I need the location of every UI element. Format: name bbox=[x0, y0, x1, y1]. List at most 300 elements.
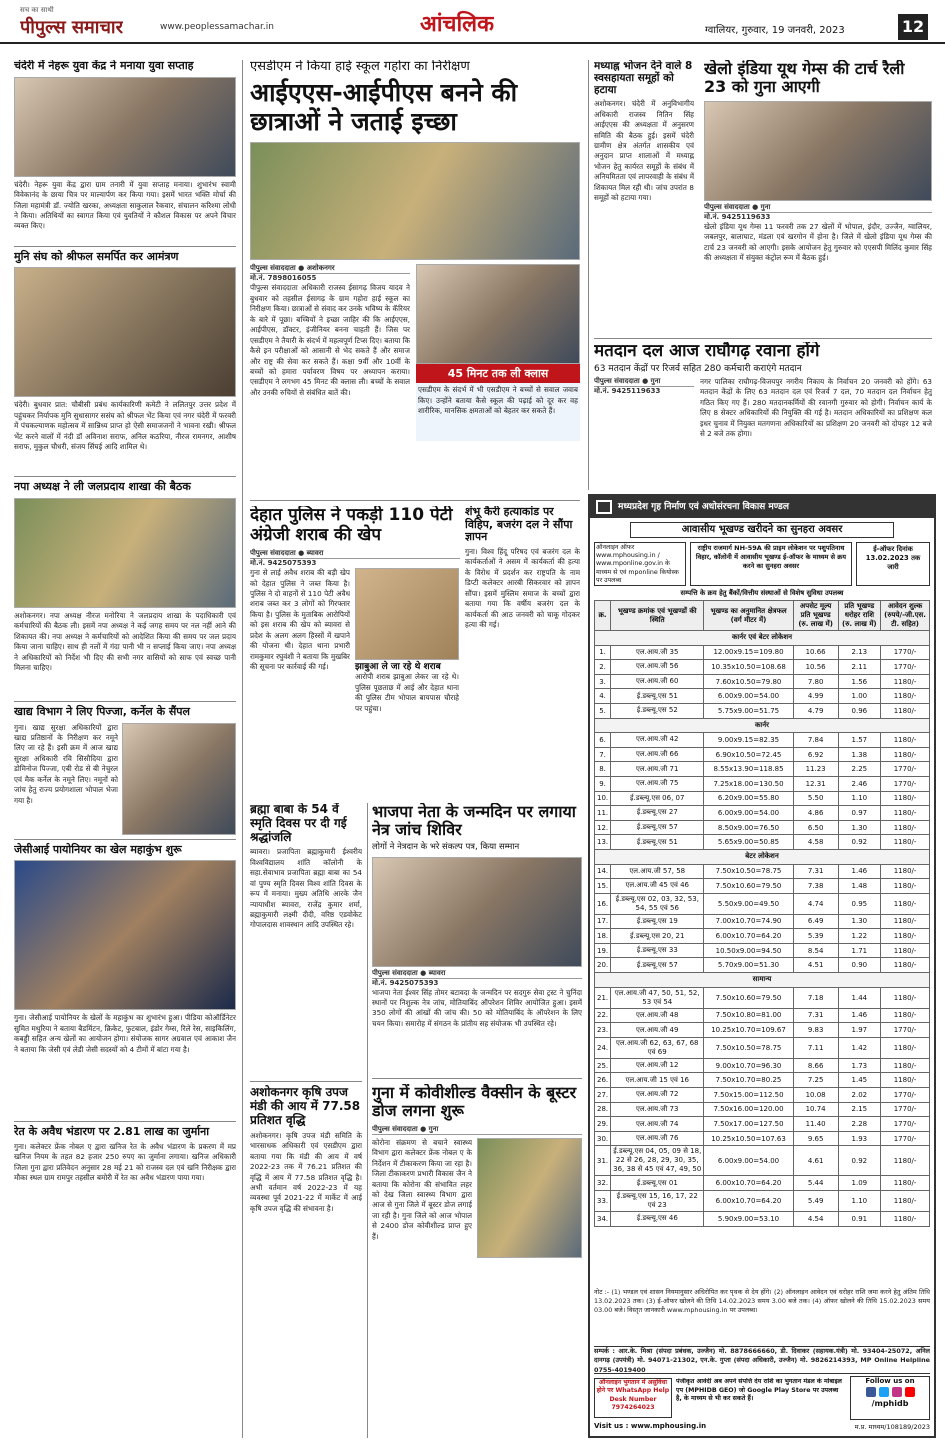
plot-row bbox=[595, 820, 930, 835]
body-ret: गुना। कलेक्टर फ्रेंक नोबल ए द्वारा खनिज रेत के अवैध भंडारण के प्रकरण में मप्र खनिज नियम के तहत 82 हजार 250 रुपए का जुर्माना लगाया। खनिज अधिकारी जिला गुना द्वारा प्रतिवेदन अनुसार 28 मई 21 को राजस्व दल एवं खनि निरीक्षक द्वारा मौका स्थल ग्राम रामपुर तहसील बमोरी में रेत का अवैध भंडारण पाया गया। bbox=[14, 1141, 236, 1183]
plot-cell: 1770/- bbox=[881, 1131, 930, 1146]
ad-headline: आवासीय भूखण्ड खरीदने का सुनहरा अवसर bbox=[630, 522, 894, 538]
plot-row bbox=[595, 987, 930, 1008]
plot-cell: 33. bbox=[595, 1191, 611, 1212]
plot-cell: 6.00x10.70=64.20 bbox=[704, 1176, 793, 1191]
plot-group-row bbox=[595, 849, 930, 864]
plot-row bbox=[595, 1191, 930, 1212]
plot-row bbox=[595, 943, 930, 958]
plot-cell: 4.86 bbox=[793, 806, 838, 821]
photo-bhajpa bbox=[372, 857, 582, 967]
plot-cell: 5. bbox=[595, 703, 611, 718]
plot-cell: 8.55x13.90=118.85 bbox=[704, 762, 793, 777]
plot-cell: 5.50 bbox=[793, 791, 838, 806]
plot-cell: एल.आय.जी 60 bbox=[611, 674, 704, 689]
headline-covid: गुना में कोवीशील्ड वैक्सीन के बूस्टर डोज लगना शुरू bbox=[372, 1084, 577, 1121]
ad-app: पंजीकृत आवेदी अब अपने संपत्ति देय राशि का भुगतान मंडल के मोबाइल एप (MPHIDB GEO) जो Google Play Store पर उपलब्ध है, के माध्यम से भी कर सकते हैं। bbox=[676, 1378, 842, 1402]
housing-board-ad bbox=[588, 494, 936, 1438]
plot-cell: 1770/- bbox=[881, 645, 930, 660]
plot-cell: 5.44 bbox=[793, 1176, 838, 1191]
photo-nehru bbox=[14, 77, 236, 177]
plot-cell: 29. bbox=[595, 1117, 611, 1132]
divider bbox=[372, 1078, 582, 1079]
plot-cell: ई.डब्ल्यू.एस 52 bbox=[611, 703, 704, 718]
plot-cell: एल.आय.जी 57, 58 bbox=[611, 864, 704, 879]
plot-cell: 1.97 bbox=[838, 1023, 881, 1038]
plot-row bbox=[595, 762, 930, 777]
plot-cell: 1.42 bbox=[838, 1037, 881, 1058]
plot-cell: 7.50x10.60=79.50 bbox=[704, 879, 793, 894]
plot-cell: 1770/- bbox=[881, 762, 930, 777]
headline-police: देहात पुलिस ने पकड़ी 110 पेटी अंग्रेजी शराब की खेप bbox=[250, 506, 453, 545]
plot-cell: ई.डब्ल्यू.एस 01 bbox=[611, 1176, 704, 1191]
plot-cell: 12.00x9.15=109.80 bbox=[704, 645, 793, 660]
plot-cell: 0.90 bbox=[838, 958, 881, 973]
plot-col-header: अपसेट मूल्य प्रति भूखण्ड (रु. लाख में) bbox=[793, 601, 838, 631]
ad-social bbox=[850, 1376, 930, 1420]
plot-cell: 14. bbox=[595, 864, 611, 879]
box-sdm-title: 45 मिनट तक ली क्लास bbox=[416, 364, 580, 383]
plot-cell: 1180/- bbox=[881, 806, 930, 821]
plot-cell: 21. bbox=[595, 987, 611, 1008]
plot-cell: 6.00x9.00=54.00 bbox=[704, 1146, 793, 1176]
plot-cell: 1.73 bbox=[838, 1058, 881, 1073]
website-url[interactable]: www.peoplessamachar.in bbox=[160, 22, 274, 32]
plot-cell: 1770/- bbox=[881, 1088, 930, 1103]
plot-cell: 16. bbox=[595, 893, 611, 914]
plot-cell: ई.डब्ल्यू.एस 06, 07 bbox=[611, 791, 704, 806]
plot-cell: एल.आय.जी 75 bbox=[611, 776, 704, 791]
photo-sdm-class bbox=[416, 264, 580, 364]
plot-cell: 1.00 bbox=[838, 689, 881, 704]
plot-cell: 7.18 bbox=[793, 987, 838, 1008]
plot-cell: 7.50x10.80=81.00 bbox=[704, 1008, 793, 1023]
plot-cell: 1180/- bbox=[881, 703, 930, 718]
plot-group-row bbox=[595, 718, 930, 733]
plot-row bbox=[595, 674, 930, 689]
plot-cell: 1770/- bbox=[881, 660, 930, 675]
plot-cell: 1180/- bbox=[881, 914, 930, 929]
plot-cell: 1180/- bbox=[881, 1058, 930, 1073]
plot-cell: 9. bbox=[595, 776, 611, 791]
plot-cell: 6.00x9.00=54.00 bbox=[704, 689, 793, 704]
plot-cell: 10. bbox=[595, 791, 611, 806]
body-brahma: ब्यावरा। प्रजापिता ब्रह्माकुमारी ईश्वरीय विश्वविद्यालय शांति कॉलोनी के सहा.सेवाभाव प्रजापिता ब्रह्मा बाबा का 54 वां पुण्य स्मृति दिवस विश्व शांति दिवस के रूप में मनाया। मुख्य अतिथि आरके जैन न्यायाधीश ब्यावरा, राजेंद्र कुमार शर्मा, ब्रह्माकुमारी लक्ष्मी दीदी, वरिष्ठ एडवोकेट गोपालदास शावस्थान आदि उपस्थित रहे। bbox=[250, 847, 362, 930]
plot-cell: 2.11 bbox=[838, 660, 881, 675]
plot-cell: 1180/- bbox=[881, 929, 930, 944]
plot-cell: एल.आय.जी 35 bbox=[611, 645, 704, 660]
plot-cell: 6.50 bbox=[793, 820, 838, 835]
ad-location: राष्ट्रीय राजमार्ग NH-59A की प्राइम लोकेशन पर पशुपतिनाथ विहार, कॉलोनी में आवासीय भूखण्ड ई-ऑफर के माध्यम से क्रय करने का सुनहरा अवसर bbox=[690, 542, 852, 586]
plot-row bbox=[595, 1037, 930, 1058]
plot-row bbox=[595, 776, 930, 791]
plot-cell: 10.25x10.50=107.63 bbox=[704, 1131, 793, 1146]
plot-row bbox=[595, 893, 930, 914]
phone-bhajpa: मो.नं. 9425075393 bbox=[372, 978, 439, 987]
body-khadya: गुना। खाद्य सुरक्षा अधिकारियों द्वारा खाद्य प्रतिष्ठानों के निरीक्षण कर नमूने लिए जा रहे हैं। इसी क्रम में आज खाद्य सुरक्षा अधिकारी रवि सिसौदिया द्वारा डोमिनोज पिज्जा, एबी रोड से बी नेचुरल एवं मैक कर्नेल के नमूने लिए। नमूनों को जांच हेतु राज्य प्रयोगशाला भोपाल भेजा गया है। bbox=[14, 722, 118, 805]
caption-police: झाबुआ ले जा रहे थे शराब bbox=[355, 662, 441, 673]
plot-cell: एल.आय.जी 66 bbox=[611, 747, 704, 762]
plot-cell: 7.50x10.50=78.75 bbox=[704, 864, 793, 879]
plot-cell: 22. bbox=[595, 1008, 611, 1023]
plot-cell: 7.25 bbox=[793, 1073, 838, 1088]
plot-cell: 5.65x9.00=50.85 bbox=[704, 835, 793, 850]
plot-cell: 4.74 bbox=[793, 893, 838, 914]
plot-cell: 7.50x10.70=80.25 bbox=[704, 1073, 793, 1088]
housing-logo-icon bbox=[596, 500, 612, 514]
headline-muni: मुनि संघ को श्रीफल समर्पित कर आमंत्रण bbox=[14, 246, 236, 264]
twitter-icon[interactable] bbox=[879, 1387, 889, 1397]
dateline: ग्वालियर, गुरुवार, 19 जनवरी, 2023 bbox=[705, 25, 845, 36]
plot-cell: 10.66 bbox=[793, 645, 838, 660]
plot-cell: 10.35x10.50=108.68 bbox=[704, 660, 793, 675]
plot-cell: 4.51 bbox=[793, 958, 838, 973]
plot-cell: 1180/- bbox=[881, 733, 930, 748]
plot-cell: 1770/- bbox=[881, 776, 930, 791]
plot-cell: 5.75x9.00=51.75 bbox=[704, 703, 793, 718]
plot-row bbox=[595, 1176, 930, 1191]
plot-cell: 0.92 bbox=[838, 1146, 881, 1176]
plot-row bbox=[595, 747, 930, 762]
bhajpa-story bbox=[372, 803, 582, 1073]
plot-cell: 1770/- bbox=[881, 1023, 930, 1038]
plot-row bbox=[595, 958, 930, 973]
body-nehru: चंदेरी। नेहरू युवा केंद्र द्वारा ग्राम तनारी में युवा सप्ताह मनाया। शुभारंभ स्वामी विवेकानंद के छाया चित्र पर माल्यार्पण कर किया गया। इसमें भारत भक्ति मोर्चा की जिला महामंत्री डॉ. ज्योति खरका, अध्यक्षता साकुलाल रैकवार, संचालन करिश्मा लोधी ने किया। अतिथियों का स्वागत किया एवं युवतियों ने कौशल विकास पर अपने विचार व्यक्त किए। bbox=[14, 179, 236, 231]
police-story bbox=[250, 506, 460, 806]
plot-cell: 4.61 bbox=[793, 1146, 838, 1176]
plot-cell: 30. bbox=[595, 1131, 611, 1146]
plot-cell: 2.25 bbox=[838, 762, 881, 777]
plot-row bbox=[595, 1212, 930, 1227]
photo-khelo bbox=[704, 101, 932, 201]
ad-code: म.प्र. माध्यम/108189/2023 bbox=[854, 1423, 930, 1431]
plot-cell: 1180/- bbox=[881, 1008, 930, 1023]
khelo-story bbox=[704, 60, 932, 340]
plot-row bbox=[595, 864, 930, 879]
plot-cell: 6.49 bbox=[793, 914, 838, 929]
photo-muni bbox=[14, 267, 236, 397]
plot-cell: 0.95 bbox=[838, 893, 881, 914]
plot-cell: ई.डब्ल्यू.एस 20, 21 bbox=[611, 929, 704, 944]
plot-cell: 6.92 bbox=[793, 747, 838, 762]
plot-cell: 1180/- bbox=[881, 1176, 930, 1191]
facebook-icon[interactable] bbox=[866, 1387, 876, 1397]
plot-cell: 1180/- bbox=[881, 943, 930, 958]
plot-cell: 1.10 bbox=[838, 791, 881, 806]
plot-cell: ई.डब्ल्यू.एस 27 bbox=[611, 806, 704, 821]
plot-cell: 6.20x9.00=55.80 bbox=[704, 791, 793, 806]
plot-cell: 1770/- bbox=[881, 1102, 930, 1117]
plot-cell: 1180/- bbox=[881, 1037, 930, 1058]
body-madhyan: अशोकनगर। चंदेरी में अनुविभागीय अधिकारी राजस्व नितिन सिंह आईएएस की अध्यक्षता में अनुसरण समिति की बैठक हुई। इसमें चंदेरी ग्रामीण क्षेत्र अंतर्गत शासकीय एवं अनुदान प्राप्त शालाओं में मध्याह्न भोजन हेतु कार्यरत समूहों के संबंध में अनियमितता एवं लापरवाही के संबंध में शिकायत मिल रही थी। जांच उपरांत 8 समूहों को हटाया गया। bbox=[594, 99, 694, 203]
plot-cell: एल.आय.जी 72 bbox=[611, 1088, 704, 1103]
plot-cell: ई.डब्ल्यू.एस 15, 16, 17, 22 एवं 23 bbox=[611, 1191, 704, 1212]
plot-cell: एल.आय.जी 73 bbox=[611, 1102, 704, 1117]
plot-cell: 7. bbox=[595, 747, 611, 762]
photo-jci bbox=[14, 860, 236, 1010]
plot-cell: 17. bbox=[595, 914, 611, 929]
plot-row bbox=[595, 929, 930, 944]
plot-cell: 26. bbox=[595, 1073, 611, 1088]
plot-cell: 1.38 bbox=[838, 747, 881, 762]
plot-cell: 1.46 bbox=[838, 1008, 881, 1023]
plot-col-header: भूखण्ड का अनुमानित क्षेत्रफल (वर्ग मीटर में) bbox=[704, 601, 793, 631]
plot-cell: 31. bbox=[595, 1146, 611, 1176]
newspaper-logo: सच का साथी पीपुल्स समाचार bbox=[20, 6, 123, 38]
plot-cell: एल.आय.जी 56 bbox=[611, 660, 704, 675]
plot-cell: 11. bbox=[595, 806, 611, 821]
plot-cell: 9.83 bbox=[793, 1023, 838, 1038]
masthead bbox=[0, 0, 945, 44]
photo-police bbox=[355, 568, 459, 660]
plot-group-row bbox=[595, 631, 930, 646]
plot-cell: एल.आय.जी 47, 50, 51, 52, 53 एवं 54 bbox=[611, 987, 704, 1008]
plot-cell: ई.डब्ल्यू.एस 02, 03, 32, 53, 54, 55 एवं 56 bbox=[611, 893, 704, 914]
plot-cell: 4.58 bbox=[793, 835, 838, 850]
plot-row bbox=[595, 791, 930, 806]
instagram-icon[interactable] bbox=[892, 1387, 902, 1397]
headline-shambhu: शंभू कैरी हत्याकांड पर विहिप, बजरंग दल ने सौंपा ज्ञापन bbox=[465, 506, 573, 544]
plot-col-header: क्र. bbox=[595, 601, 611, 631]
sdm-story bbox=[250, 60, 580, 500]
plot-cell: ई.डब्ल्यू.एस 57 bbox=[611, 958, 704, 973]
plot-cell: 1180/- bbox=[881, 1212, 930, 1227]
plot-cell: 5.39 bbox=[793, 929, 838, 944]
follow-label: Follow us on bbox=[865, 1377, 915, 1385]
plot-cell: एल.आय.जी 42 bbox=[611, 733, 704, 748]
plot-cell: ई.डब्ल्यू.एस 04, 05, 09 से 18, 22 से 26, 28, 29, 30, 35, 36, 38 से 45 एवं 47, 49, 50 bbox=[611, 1146, 704, 1176]
ad-visit[interactable]: Visit us : www.mphousing.in bbox=[594, 1422, 707, 1430]
divider bbox=[250, 500, 580, 501]
plot-group-label: सामान्य bbox=[595, 973, 930, 988]
plot-row bbox=[595, 1146, 930, 1176]
plot-cell: 4.54 bbox=[793, 1212, 838, 1227]
headline-ret: रेत के अवैध भंडारण पर 2.81 लाख का जुर्माना bbox=[14, 1121, 236, 1139]
plot-cell: 0.96 bbox=[838, 703, 881, 718]
headline-sdm: आईएएस-आईपीएस बनने की छात्राओं ने जताई इच्छा bbox=[250, 77, 518, 136]
social-handle: /mphidb bbox=[871, 1399, 909, 1408]
plot-cell: 10.56 bbox=[793, 660, 838, 675]
plot-cell: 7.31 bbox=[793, 864, 838, 879]
photo-sdm bbox=[250, 142, 580, 260]
plot-cell: 4.79 bbox=[793, 703, 838, 718]
plot-cell: ई.डब्ल्यू.एस 57 bbox=[611, 820, 704, 835]
body-police: गुना से लाई अवैध शराब की बड़ी खेप को देहात पुलिस ने जब्त किया है। पुलिस ने दो वाहनों से 110 पेटी अवैध शराब जब्त कर 3 लोगों को गिरफ्तार किया है। पुलिस के मुताबिक आरोपियों को इस शराब की खेप को ब्यावरा से प्रदेश के अलग अलग हिस्सों में खपाने की योजना थी। देहात थाना प्रभारी रामकुमार रघुवंशी ने बताया कि मुखबिर की सूचना पर कार्रवाई की गई। bbox=[250, 568, 350, 672]
plot-cell: 2.15 bbox=[838, 1102, 881, 1117]
plot-cell: 1180/- bbox=[881, 1073, 930, 1088]
ad-online: ऑनलाइन ऑफर www.mphousing.in / www.mponline.gov.in के माध्यम से एवं mponline कियोस्क पर उपलब्ध bbox=[594, 542, 686, 586]
headline-jci: जेसीआई पायोनियर का खेल महाकुंभ शुरू bbox=[14, 839, 236, 857]
body-napa: अशोकनगर। नपा अध्यक्ष नीरज मनोरिया ने जलप्रदाय शाखा के पदाधिकारी एवं कर्मचारियों की बैठक ली। इसमें नपा अध्यक्ष ने कई जगह समय पर नल नहीं आने की शिकायत की। नपा अध्यक्ष ने कर्मचारियों को आदेशित किया की समय पर जल प्रदाय किया जाना चाहिए। साथ ही नलों में गंदा पानी भी न सप्लाई किया जाए। नपा अध्यक्ष ने अधिकारियों को निर्देश भी दिए की सभी नगर वासियों को साफ एवं स्वच्छ पानी मिलना चाहिए। bbox=[14, 610, 236, 673]
plot-cell: एल.आय.जी 49 bbox=[611, 1023, 704, 1038]
plot-cell: एल.आय.जी 71 bbox=[611, 762, 704, 777]
plot-cell: 1.22 bbox=[838, 929, 881, 944]
headline-khelo: खेलो इंडिया यूथ गेम्स की टार्च रैली 23 को गुना आएगी bbox=[704, 60, 905, 97]
plot-cell: ई.डब्ल्यू.एस 51 bbox=[611, 689, 704, 704]
plot-row bbox=[595, 703, 930, 718]
plot-row bbox=[595, 1102, 930, 1117]
body-matdan: नगर पालिका राघौगढ़-विजयपुर नगरीय निकाय के निर्वाचन 20 जनवरी को होंगे। 63 मतदान केंद्रों के लिए 63 मतदान दल एवं रिजर्व 7 दल, 70 मतदान दल निर्वाचन हेतु गठित किए गए हैं। 280 मतदानकर्मियों की रवानगी गुरुवार को होगी। निर्वाचन कार्य के लिए 8 सेक्टर अधिकारियों की नियुक्ति की गई है। मतदान अधिकारियों का प्रशिक्षण कल इधर चुनाव में नियुक्त मतगणना अधिकारियों का प्रशिक्षण 20 जनवरी को दोपहर 12 बजे से 2 बजे तक होगा। bbox=[700, 376, 932, 439]
plot-cell: 1180/- bbox=[881, 879, 930, 894]
plot-cell: 2.28 bbox=[838, 1117, 881, 1132]
plot-cell: 7.60x10.50=79.80 bbox=[704, 674, 793, 689]
section-title: आंचलिक bbox=[420, 12, 494, 37]
plot-row bbox=[595, 660, 930, 675]
plot-cell: 11.40 bbox=[793, 1117, 838, 1132]
box-sdm-body: एसडीएम के संदर्भ में भी एसडीएम ने बच्चों से सवाल जवाब किए। उन्होंने बताया कैसे स्कूल की पढ़ाई को दूर कर वह शारीरिक, मानसिक क्षमताओं को बेहतर कर सकते हैं। bbox=[416, 383, 580, 441]
plot-cell: 1.71 bbox=[838, 943, 881, 958]
column-divider bbox=[242, 60, 243, 1438]
plot-cell: 9.65 bbox=[793, 1131, 838, 1146]
plot-cell: 1180/- bbox=[881, 791, 930, 806]
plot-cell: 0.91 bbox=[838, 1212, 881, 1227]
headline-nehru: चंदेरी में नेहरू युवा केंद्र ने मनाया युवा सप्ताह bbox=[14, 60, 194, 72]
body-muni: चंदेरी। बुधवार प्रात: चौबीसी प्रबंध कार्यकारिणी कमेटी ने ललितपुर उत्तर प्रदेश में पहुंचकर निर्यापक मुनि सुधासागर ससंघ को श्रीफल भेंट किया एवं नगर चंदेरी में फरवरी में पंचकल्याणक महोत्सव में सान्निध्य प्राप्त हो ऐसी समाजजनों ने भावना रखी। श्रीफल भेंट करने वालों में नंदी डॉ अविनाश सराफ, अनिल कठरिया, नीरज रामनगर, आशीष सराफ, मुकुल चौधरी, संजय सिंघई आदि शामिल थे। bbox=[14, 400, 236, 452]
plot-cell: 6.90x10.50=72.45 bbox=[704, 747, 793, 762]
column-divider bbox=[367, 803, 368, 1438]
plot-row bbox=[595, 733, 930, 748]
plot-cell: 7.50x10.60=79.50 bbox=[704, 987, 793, 1008]
kicker-matdan: 63 मतदान केंद्रों पर रिजर्व सहित 280 कर्मचारी कराएंगे मतदान bbox=[594, 363, 802, 374]
plot-cell: 5.90x9.00=53.10 bbox=[704, 1212, 793, 1227]
body-bhajpa: भाजपा नेता ईश्वर सिंह तोमर बटावदा के जन्मदिन पर सदगुरु सेवा ट्रस्ट ने चुनिंदा स्थानों पर निशुल्क नेत्र जांच, मोतियाबिंद ऑपरेशन शिविर आयोजित हुआ। इसमें 350 लोगों की आंखों की जांच की। 50 को मोतियाबिंद के ऑपरेशन के लिए चयन किया। समारोह में संगठन के प्रांतीय सह संयोजक भी उपस्थित रहे। bbox=[372, 987, 582, 1028]
plot-cell: 5.50x9.00=49.50 bbox=[704, 893, 793, 914]
plot-cell: 1180/- bbox=[881, 893, 930, 914]
plot-cell: 1180/- bbox=[881, 958, 930, 973]
ad-contact: सम्पर्क : आर.के. मिश्रा (संपदा प्रबंधक, उज्जैन) मो. 8878666660, डी. दिवाकर (सहायक.यंत्री) मो. 93404-25072, अनिल दानगढ़ (उपयंत्री) मो. 94071-21302, एन.के. गुप्ता (संपदा अधिकारी, उज्जैन) मो. 9826214393, MP Online Helpline 0755-4019400 bbox=[594, 1347, 930, 1374]
body-jci: गुना। जेसीआई पायोनियर के खेलों के महाकुंभ का शुभारंभ हुआ। पीडिया कोऑर्डिनेटर सुमित मथुरिया ने बताया बैडमिंटन, क्रिकेट, फुटबाल, इंडोर गेम्स, रिले रेस, साइकिलिंग, कबड्डी सहित अन्य खेलों का आयोजन होगा। संयोजक सागर अग्रवाल एवं आकाश जैन ने बताया कि जेसी एवं लेडी जेसी सदस्यों को 4 टीमों में बांटा गया है। bbox=[14, 1013, 236, 1054]
plot-row bbox=[595, 1073, 930, 1088]
plot-cell: 1.10 bbox=[838, 1191, 881, 1212]
plot-cell: 10.25x10.70=109.67 bbox=[704, 1023, 793, 1038]
plot-cell: 8. bbox=[595, 762, 611, 777]
plot-cell: 7.84 bbox=[793, 733, 838, 748]
phone-khelo: मो.नं. 9425119633 bbox=[704, 212, 771, 221]
plot-cell: 27. bbox=[595, 1088, 611, 1103]
plot-cell: 1.44 bbox=[838, 987, 881, 1008]
ad-note: नोट :- (1) भण्डल एवं शासन नियमानुसार अधिरोपित कर पृथक से देय होंगे। (2) ऑनलाइन आवेदन एवं धरोहर राशि जमा करने हेतु अंतिम तिथि 13.02.2023 तक। (3) ई-ऑफर खोलने की तिथि 14.02.2023 समय 3.00 बजे तक। (4) ऑफर खोलने की तिथि 15.02.2023 समय 03.00 बजे। विस्तृत जानकारी www.mphousing.in पर उपलब्ध। bbox=[594, 1288, 930, 1314]
plot-cell: ई.डब्ल्यू.एस 33 bbox=[611, 943, 704, 958]
plot-cell: 7.80 bbox=[793, 674, 838, 689]
plot-cell: 4. bbox=[595, 689, 611, 704]
body-khelo: खेलो इंडिया यूथ गेम्स 11 फरवरी तक 27 खेलों में भोपाल, इंदौर, उज्जैन, ग्वालियर, जबलपुर, बालाघाट, मंडला एवं खरगोन में होना है। जिले में खेलो इंडिया यूथ गेम्स की टार्च 23 जनवरी को आएगी। इसके आयोजन हेतु गुरुवार को एएसपी मिलिंद कुमार सिंह की अध्यक्षता में संयुक्त कंट्रोल रूम में बैठक हुई। bbox=[704, 221, 932, 263]
plot-cell: 20. bbox=[595, 958, 611, 973]
covid-story bbox=[372, 1084, 582, 1434]
body-covid: कोरोना संक्रमण से बचाने स्वास्थ्य विभाग द्वारा कलेक्टर फ्रेंक नोबल ए के निर्देशन में टीकाकरण किया जा रहा है। जिला टीकाकरण प्रभारी विकास जैन ने बताया कि कोरोना की संभावित लहर को देख जिला स्वास्थ्य विभाग द्वारा आज से गुना जिले में बूस्टर डोज लगाई जा रही है। गुना जिले को आज भोपाल से 2400 डोज कोवीशील्ड प्राप्त हुए हैं। bbox=[372, 1137, 472, 1241]
plot-cell: 1180/- bbox=[881, 820, 930, 835]
headline-mandi: अशोकनगर कृषि उपज मंडी की आय में 77.58 प्रतिशत वृद्धि bbox=[250, 1081, 362, 1127]
headline-khadya: खाद्य विभाग ने लिए पिज्जा, कर्नेल के सैंपल bbox=[14, 701, 236, 719]
ad-bank-note: सम्पत्ति के क्रय हेतु बैंकों/वित्तीय संस्थाओं से विशेष सुविधा उपलब्ध bbox=[680, 589, 844, 597]
photo-khadya bbox=[122, 723, 236, 835]
divider bbox=[594, 338, 932, 339]
plot-cell: 1180/- bbox=[881, 1191, 930, 1212]
plot-cell: एल.आय.जी 15 एवं 16 bbox=[611, 1073, 704, 1088]
byline-khelo: पीपुल्स संवाददाता ● गुना bbox=[704, 203, 932, 213]
headline-madhyan: मध्याह्न भोजन देने वाले 8 स्वसहायता समूहों को हटाया bbox=[594, 60, 693, 97]
plot-cell: 28. bbox=[595, 1102, 611, 1117]
plot-row bbox=[595, 914, 930, 929]
plot-row bbox=[595, 806, 930, 821]
plot-cell: 5.70x9.00=51.30 bbox=[704, 958, 793, 973]
plot-row bbox=[595, 1008, 930, 1023]
plot-group-label: बेटर लोकेशन bbox=[595, 849, 930, 864]
plot-cell: एल.आय.जी 45 एवं 46 bbox=[611, 879, 704, 894]
plot-cell: 7.31 bbox=[793, 1008, 838, 1023]
plot-cell: 2.46 bbox=[838, 776, 881, 791]
plot-cell: ई.डब्ल्यू.एस 46 bbox=[611, 1212, 704, 1227]
plot-group-label: कार्नर bbox=[595, 718, 930, 733]
body-mandi: अशोकनगर। कृषि उपज मंडी समिति के भारसाधक अधिकारी एवं एसडीएम द्वारा बताया गया कि मंडी की आय में वर्ष 2022-23 तक में 76.21 प्रतिशत की वृद्धि में आय में 77.58 प्रतिशत वृद्धि है। अभी वर्तमान वर्ष 2022-23 में यह व्यवस्था पूर्व 2021-22 में मार्केट में आई कृषि उपज वृद्धि की संभावना है। bbox=[250, 1130, 362, 1213]
plot-cell: 8.54 bbox=[793, 943, 838, 958]
plot-cell: 25. bbox=[595, 1058, 611, 1073]
plot-cell: 15. bbox=[595, 879, 611, 894]
plot-cell: एल.आय.जी 62, 63, 67, 68 एवं 69 bbox=[611, 1037, 704, 1058]
headline-brahma: ब्रह्मा बाबा के 54 वें स्मृति दिवस पर दी गई श्रद्धांजलि bbox=[250, 803, 347, 844]
plot-cell: एल.आय.जी 48 bbox=[611, 1008, 704, 1023]
plot-row bbox=[595, 835, 930, 850]
plot-cell: 1.48 bbox=[838, 879, 881, 894]
kicker-sdm: एसडीएम ने किया हाई स्कूल गहोरा का निरीक्षण bbox=[250, 60, 470, 74]
plot-cell: 13. bbox=[595, 835, 611, 850]
byline-police: पीपुल्स संवाददाता ● ब्यावरा bbox=[250, 549, 460, 559]
plot-cell: 6. bbox=[595, 733, 611, 748]
plot-cell: 1.93 bbox=[838, 1131, 881, 1146]
plot-cell: 10.74 bbox=[793, 1102, 838, 1117]
plot-cell: 24. bbox=[595, 1037, 611, 1058]
plot-cell: 7.00x10.70=74.90 bbox=[704, 914, 793, 929]
byline-sdm: पीपुल्स संवाददाता ● अशोकनगर bbox=[250, 264, 410, 274]
phone-sdm: मो.नं. 7898016055 bbox=[250, 274, 317, 283]
plot-cell: 0.92 bbox=[838, 835, 881, 850]
plot-cell: 2.13 bbox=[838, 645, 881, 660]
plot-cell: 10.08 bbox=[793, 1088, 838, 1103]
shambhu-story bbox=[465, 506, 580, 801]
youtube-icon[interactable] bbox=[905, 1387, 915, 1397]
plot-cell: 8.66 bbox=[793, 1058, 838, 1073]
ad-eoffer: ई-ऑफर दिनांक 13.02.2023 तक जारी bbox=[856, 542, 930, 586]
body-sdm: पीपुल्स संवाददाता अधिकारी राजस्व ईसागढ़ विजय यादव ने बुधवार को तहसील ईसागढ़ के ग्राम गहोरा हाई स्कूल का निरीक्षण किया। छात्राओं से संवाद कर उनके भविष्य के कॅरियर के बारे में पूछा। बच्चियों ने इच्छा जाहिर की कि आईएएस, आईपीएस, डॉक्टर, इंजीनियर बनना चाहती हैं। जिस पर एसडीएम ने तैयारी के संदर्भ में महत्वपूर्ण टिप्स दिए। बताया कि कैसे इन परीक्षाओं को आसानी से भेद सकते हैं और समाज और राष्ट्र की सेवा कर सकते हैं। कक्षा 9वीं और 10वीं के बच्चों को हमारा पर्यावरण विषय पर अध्यापन कराया। एसडीएम ने लगभग 45 मिनट की क्लास ली। बच्चों के सवाल और उनकी रुचियों से संबंधित बातें की। bbox=[250, 283, 410, 397]
plot-row bbox=[595, 1088, 930, 1103]
plot-cell: 11.23 bbox=[793, 762, 838, 777]
plot-cell: 6.00x10.70=64.20 bbox=[704, 929, 793, 944]
plot-cell: 1180/- bbox=[881, 864, 930, 879]
ad-help: ऑनलाइन भुगतान में असुविधा होने पर WhatsApp Help Desk Number 7974264023 bbox=[594, 1378, 672, 1418]
plot-cell: 1.45 bbox=[838, 1073, 881, 1088]
plot-table-wrap bbox=[594, 600, 930, 1290]
kicker-bhajpa: लोगों ने नेत्रदान के भरे संकल्प पत्र, किया सम्मान bbox=[372, 841, 520, 852]
plot-col-header: प्रति भूखण्ड धरोहर राशि (रु. लाख में) bbox=[838, 601, 881, 631]
plot-cell: 1180/- bbox=[881, 835, 930, 850]
plot-cell: ई.डब्ल्यू.एस 19 bbox=[611, 914, 704, 929]
phone-matdan: मो.नं. 9425119633 bbox=[594, 386, 661, 395]
column-divider bbox=[588, 60, 589, 490]
plot-col-header: आवेदन शुल्क (रुपये/-जी.एस. टी. सहित) bbox=[881, 601, 930, 631]
headline-matdan: मतदान दल आज राघौगढ़ रवाना होंगे bbox=[594, 342, 820, 361]
plot-cell: 9.00x9.15=82.35 bbox=[704, 733, 793, 748]
plot-cell: 7.50x16.00=120.00 bbox=[704, 1102, 793, 1117]
plot-cell: 4.99 bbox=[793, 689, 838, 704]
body-shambhu: गुना। विश्व हिंदू परिषद एवं बजरंग दल के कार्यकर्ताओं ने असम में कार्यकर्ता की हत्या के विरोध में प्रदर्शन कर राष्ट्रपति के नाम डिप्टी कलेक्टर आरबी सिकरवार को ज्ञापन सौंपा। इसमें मुस्लिम समाज के बच्चों द्वारा बताया गया कि वर्षीय बजरंग दल के कार्यकर्ता की आठ जनवरी को चाकू गोदकर हत्या की गई। bbox=[465, 546, 580, 629]
plot-cell: 12.31 bbox=[793, 776, 838, 791]
plot-row bbox=[595, 1058, 930, 1073]
plot-row bbox=[595, 1117, 930, 1132]
plot-cell: 1180/- bbox=[881, 674, 930, 689]
plot-cell: 34. bbox=[595, 1212, 611, 1227]
plot-row bbox=[595, 1131, 930, 1146]
plot-cell: 1770/- bbox=[881, 1117, 930, 1132]
plot-cell: 6.00x10.70=64.20 bbox=[704, 1191, 793, 1212]
